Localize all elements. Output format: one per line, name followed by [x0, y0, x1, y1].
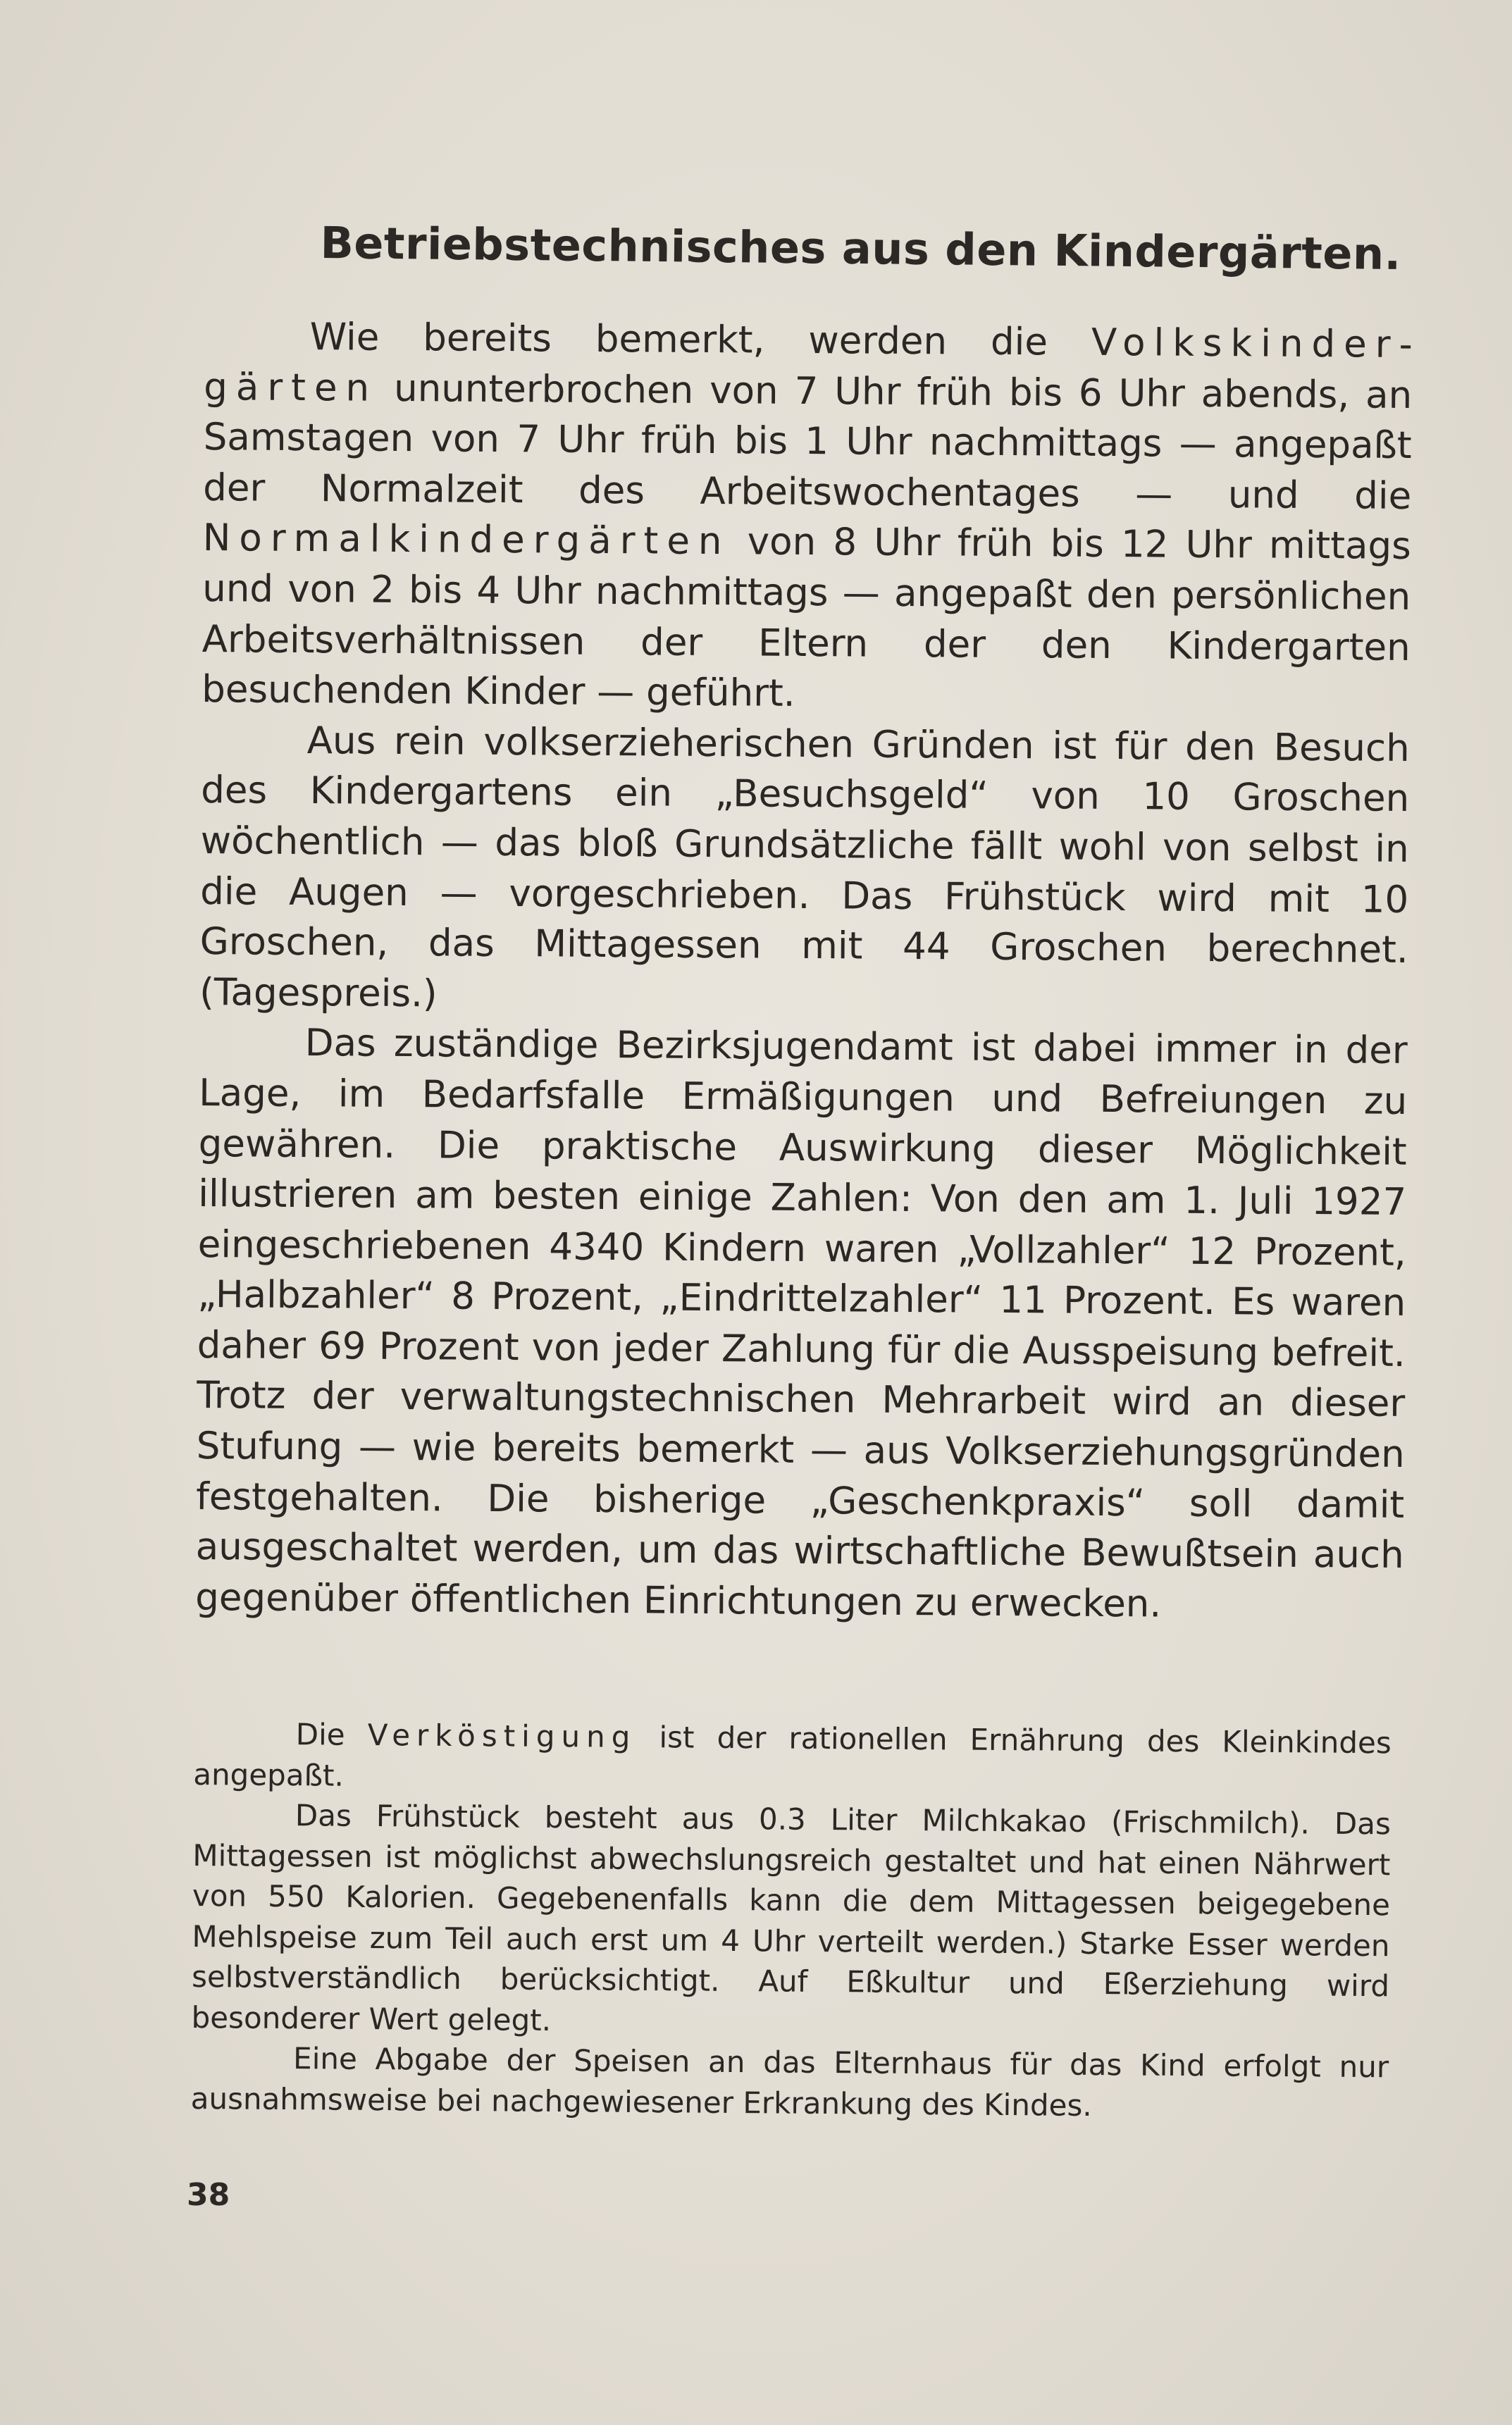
paragraph-1-part-a: Wie bereits bemerkt, werden die: [309, 316, 1092, 364]
paragraph-1: [202, 311, 1413, 724]
page-title: Betriebstechnisches aus den Kindergärten.: [320, 216, 1402, 280]
note-1: [193, 1713, 1392, 1804]
term-verkoestigung: Verköstigung: [367, 1717, 637, 1754]
paragraph-3: Das zuständige Bezirksjugendamt ist dabei immer in der Lage, im Bedarfsfalle Ermäßigungen und Befreiungen zu gewähren. Die praktische Auswirkung dieser Möglichkeit illustrieren am besten einige Zahlen: Von den am 1. Juli 1927 eingeschriebenen 4340 Kindern waren „Vollzahler“ 12 Prozent, „Halbzahler“ 8 Prozent, „Eindrittelzahler“ 11 Prozent. Es waren daher 69 Prozent von jeder Zahlung für die Ausspeisung befreit. Trotz der verwaltungstechnischen Mehrarbeit wird an dieser Stufung — wie bereits bemerkt — aus Volkserziehungsgründen festgehalten. Die bisherige „Geschenkpraxis“ soll damit ausgeschaltet werden, um das wirtschaftliche Bewußtsein auch gegenüber öffentlichen Einrichtungen zu erwecken.: [195, 1022, 1408, 1626]
note-2: Das Frühstück besteht aus 0.3 Liter Milchkakao (Frischmilch). Das Mittagessen ist möglichst abwechslungsreich gestaltet und hat einen Nährwert von 550 Kalorien. Gegebenenfalls kann die dem Mittagessen beigegebene Mehlspeise zum Teil auch erst um 4 Uhr verteilt werden.) Starke Esser werden selbstverständlich berücksichtigt. Auf Eßkultur und Eßerziehung wird besonderer Wert gelegt.: [191, 1798, 1392, 2038]
page-number: 38: [187, 2177, 230, 2213]
note-1-lead: Die: [295, 1717, 368, 1752]
paragraph-2: Aus rein volkserzieherischen Gründen ist für den Besuch des Kindergartens ein „Besuchsgeld“ von 10 Groschen wöchentlich — das bloß Grundsätzliche fällt wohl von selbst in die Augen — vorgeschrieben. Das Frühstück wird mit 10 Groschen, das Mittagessen mit 44 Groschen berechnet. (Tagespreis.): [199, 719, 1410, 1016]
note-1-rest: ist der rationellen Ernährung des Kleinkindes angepaßt.: [193, 1719, 1392, 1793]
paragraph-1-part-c: ununterbrochen von 7 Uhr früh bis 6 Uhr abends, an Samstagen von 7 Uhr früh bis 1 Uhr nachmittags — angepaßt der Normalzeit des Arbeitswochentages — und die: [203, 366, 1413, 518]
main-text: [195, 311, 1413, 1631]
term-volkskindergaerten: Volkskindergärten: [204, 321, 1413, 410]
note-text: [190, 1713, 1391, 2128]
note-3: Eine Abgabe der Speisen an das Elternhaus für das Kind erfolgt nur ausnahmsweise bei nachgewiesener Erkrankung des Kindes.: [190, 2041, 1389, 2123]
paragraph-1-part-e: von 8 Uhr früh bis 12 Uhr mittags und von 2 bis 4 Uhr nachmittags — angepaßt den persönlichen Arbeitsverhältnissen der Eltern der den Kindergarten besuchenden Kinder — geführt.: [202, 520, 1411, 716]
term-normalkindergaerten: Normalkindergärten: [202, 516, 731, 564]
